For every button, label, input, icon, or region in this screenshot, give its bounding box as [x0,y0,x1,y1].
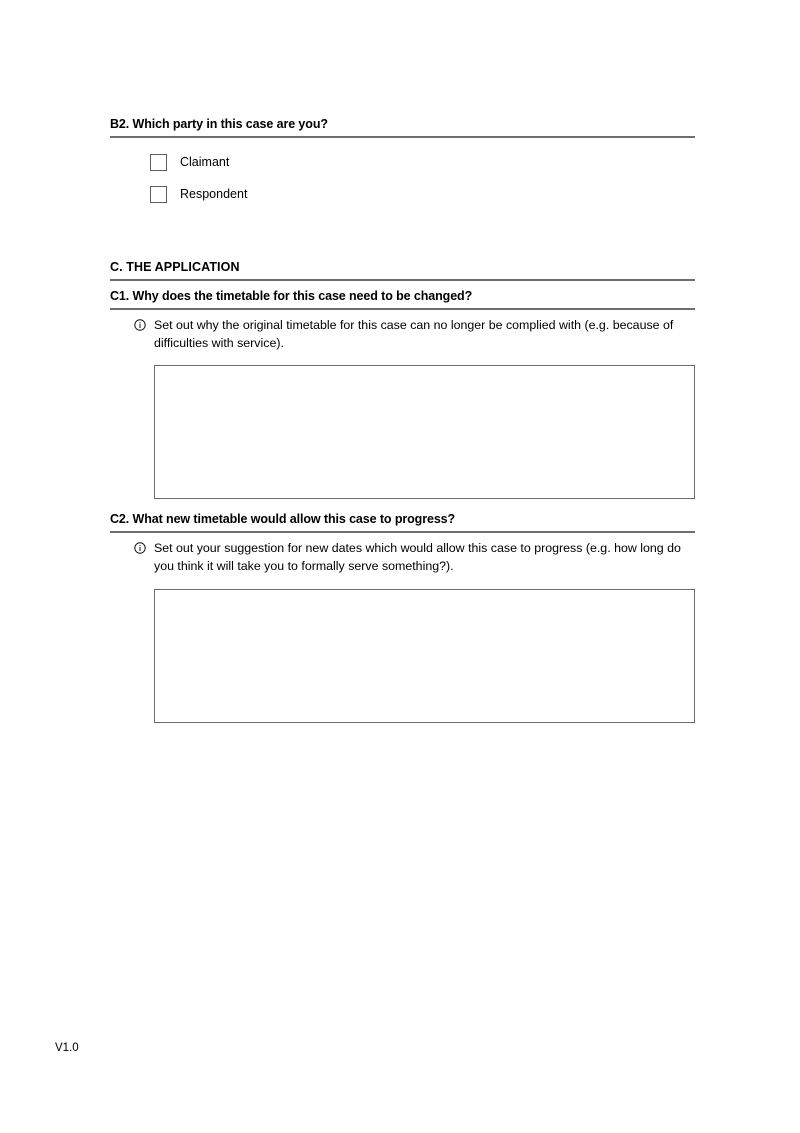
section-heading-b2: B2. Which party in this case are you? [110,117,695,138]
guidance-note-c1 [134,317,694,352]
checkbox-label-respondent: Respondent [180,186,248,201]
info-circle-icon [134,540,148,555]
checkbox-row-respondent[interactable] [150,185,247,203]
section-heading-c1: C1. Why does the timetable for this case need to be changed? [110,289,695,310]
checkbox-claimant[interactable] [150,154,167,171]
section-heading-c2: C2. What new timetable would allow this case to progress? [110,512,695,533]
checkbox-respondent[interactable] [150,186,167,203]
guidance-text-c2: Set out your suggestion for new dates which would allow this case to progress (e.g. how long do you think it will take you to formally serve something?). [154,541,681,573]
footer-version: V1.0 [55,1042,79,1054]
answer-box-c2[interactable] [154,589,695,723]
guidance-note-c2 [134,540,694,575]
checkbox-label-claimant: Claimant [180,154,230,169]
guidance-text-c1: Set out why the original timetable for this case can no longer be complied with (e.g. because of difficulties with service). [154,318,674,350]
answer-box-c1[interactable] [154,365,695,499]
info-circle-icon [134,317,148,332]
section-heading-c: C. THE APPLICATION [110,260,695,281]
checkbox-row-claimant[interactable] [150,153,229,171]
